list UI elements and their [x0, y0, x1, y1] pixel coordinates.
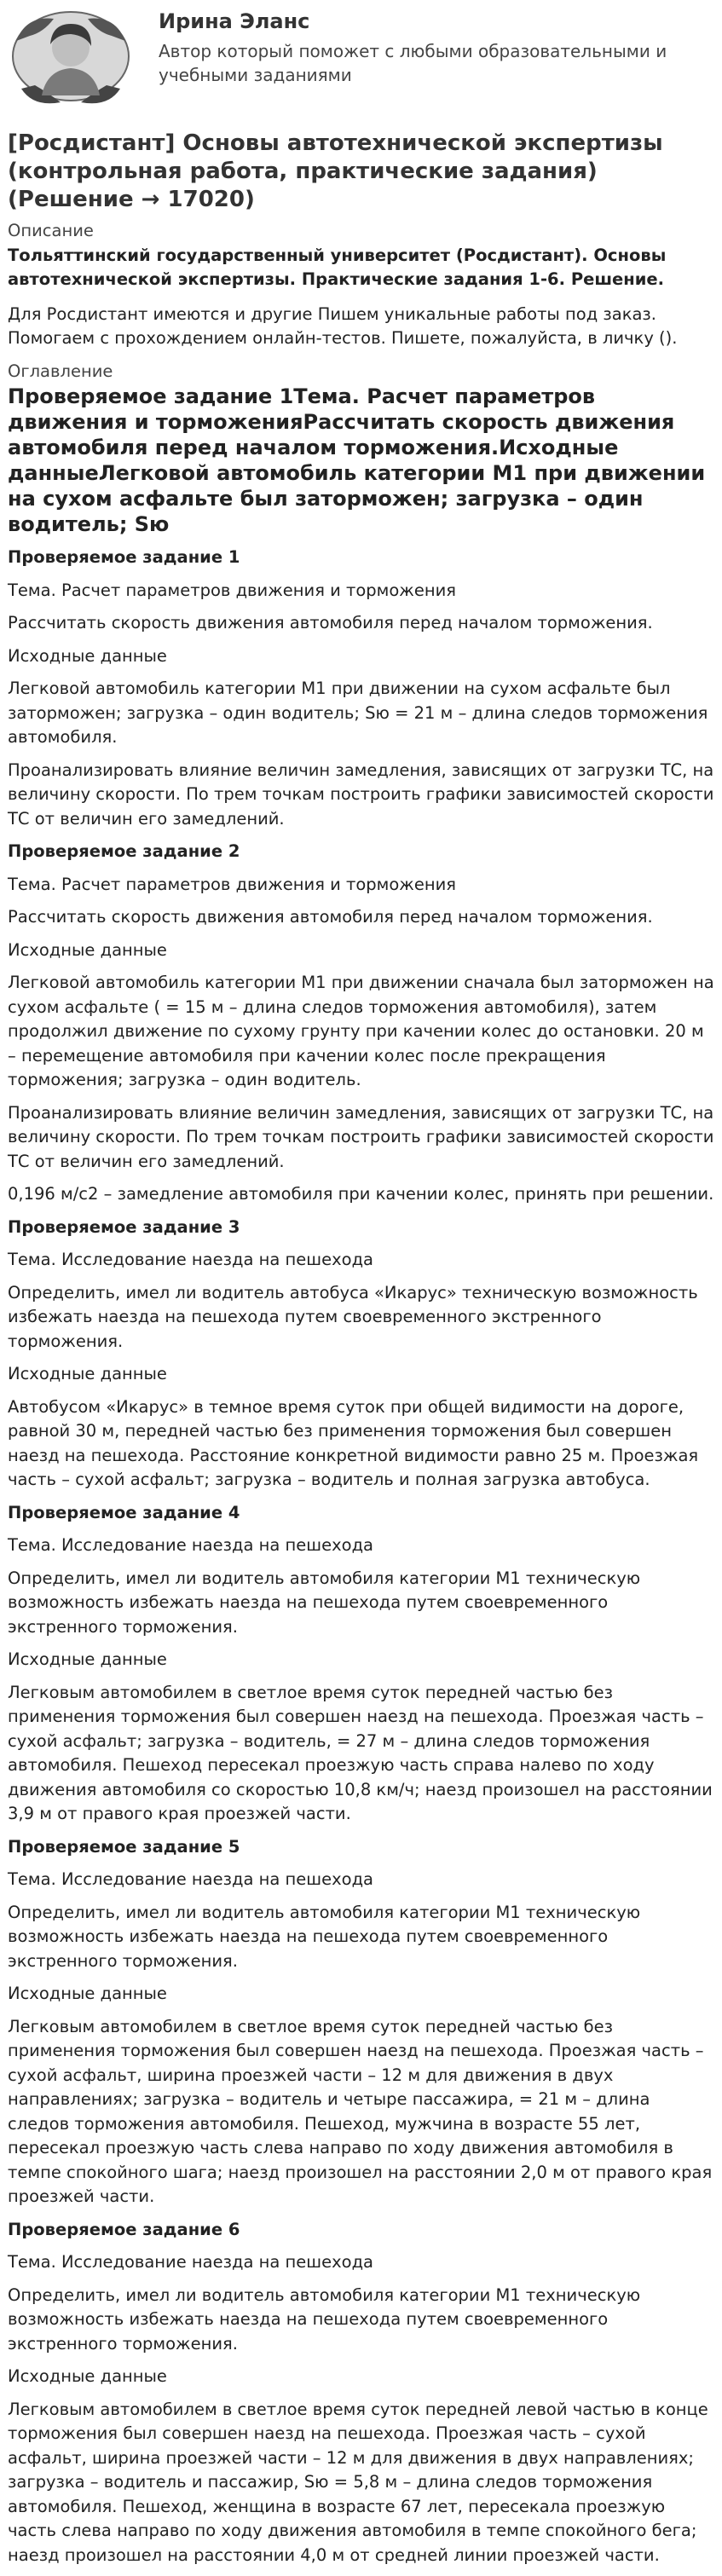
task-paragraph: Легковым автомобилем в светлое время суток передней частью без применения торможения был совершен наезд на пешехода. Проезжая часть – сухой асфальт, ширина проезжей части – 12 м для движения в двух направлениях; загрузка – водитель и четыре пассажира, = 21 м – длина следов торможения автомобиля. Пешеход, мужчина в возрасте 55 лет, пересекал проезжую часть слева направо по ходу движения автомобиля в темпе спокойного шага; наезд произошел на расстоянии 2,0 м от правого края проезжей части.	[8, 2016, 713, 2206]
task-2	[8, 840, 714, 1207]
description-label: Описание	[8, 221, 94, 240]
task-paragraph: Тема. Исследование наезда на пешехода	[8, 2252, 374, 2272]
task-paragraph: Тема. Исследование наезда на пешехода	[8, 1535, 374, 1555]
task-paragraph: Определить, имел ли водитель автомобиля категории M1 техническую возможность избежать наезда на пешехода путем своевременного экстренного торможения.	[8, 2284, 641, 2354]
task-paragraph: Исходные данные	[8, 645, 167, 666]
task-paragraph: Тема. Расчет параметров движения и торможения	[8, 580, 457, 600]
task-paragraph: Исходные данные	[8, 1364, 167, 1383]
task-paragraph: Рассчитать скорость движения автомобиля перед началом торможения.	[8, 907, 653, 927]
author-description: Автор который поможет с любыми образовательными и учебными заданиями	[159, 41, 667, 85]
author-header	[8, 0, 714, 128]
task-paragraph: Тема. Исследование наезда на пешехода	[8, 1869, 374, 1889]
document-title: [Росдистант] Основы автотехнической экспертизы (контрольная работа, практические задания) (Решение → 17020)	[8, 130, 663, 212]
task-heading: Проверяемое задание 6	[8, 2219, 240, 2239]
author-avatar[interactable]	[9, 7, 132, 111]
task-4	[8, 1501, 714, 1827]
task-3	[8, 1216, 714, 1493]
task-paragraph: Легковой автомобиль категории M1 при движении сначала был заторможен на сухом асфальте ( = 15 м – длина следов торможения автомобиля), затем продолжил движение по сухому грунту при качении колес до остановки. 20 м – перемещение автомобиля при качении колес после прекращения торможения; загрузка – один водитель.	[8, 973, 714, 1089]
toc-title: Проверяемое задание 1Тема. Расчет параметров движения и торможенияРассчитать скорость движения автомобиля перед началом торможения.Исходные данныеЛегковой автомобиль категории M1 при движении на сухом асфальте был заторможен; загрузка – один водитель; Sю	[8, 384, 706, 536]
task-heading: Проверяемое задание 2	[8, 841, 240, 861]
task-paragraph: Легковой автомобиль категории M1 при движении на сухом асфальте был заторможен; загрузка – один водитель; Sю = 21 м – длина следов торможения автомобиля.	[8, 679, 708, 747]
task-paragraph: Проанализировать влияние величин замедления, зависящих от загрузки ТС, на величину скорости. По трем точкам построить графики зависимостей скорости ТС от величин его замедлений.	[8, 1102, 714, 1171]
task-paragraph: Легковым автомобилем в светлое время суток передней частью без применения торможения был совершен наезд на пешехода. Проезжая часть – сухой асфальт; загрузка – водитель, = 27 м – длина следов торможения автомобиля. Пешеход пересекал проезжую часть справа налево по ходу движения автомобиля со скоростью 10,8 км/ч; наезд произошел на расстоянии 3,9 м от правого края проезжей части.	[8, 1682, 713, 1823]
task-6	[8, 2218, 714, 2568]
task-heading: Проверяемое задание 5	[8, 1836, 240, 1857]
task-paragraph: Рассчитать скорость движения автомобиля перед началом торможения.	[8, 613, 653, 632]
task-paragraph: Тема. Расчет параметров движения и торможения	[8, 874, 457, 894]
toc-label: Оглавление	[8, 361, 113, 381]
task-paragraph: Тема. Исследование наезда на пешехода	[8, 1250, 374, 1269]
task-paragraph: Определить, имел ли водитель автомобиля категории M1 техническую возможность избежать наезда на пешехода путем своевременного экстренного торможения.	[8, 1568, 641, 1637]
task-paragraph: Легковым автомобилем в светлое время суток передней левой частью в конце торможения был совершен наезд на пешехода. Проезжая часть – сухой асфальт, ширина проезжей части – 12 м для движения в двух направлениях; загрузка – водитель и пассажир, Sю = 5,8 м – длина следов торможения автомобиля. Пешеход, женщина в возрасте 67 лет, пересекала проезжую часть слева направо по ходу движения автомобиля в темпе спокойного бега; наезд произошел на расстоянии 4,0 м от средней линии проезжей части.	[8, 2399, 708, 2565]
description-text: Для Росдистант имеются и другие Пишем уникальные работы под заказ. Помогаем с прохождением онлайн-тестов. Пишете, пожалуйста, в личку ().	[8, 303, 678, 348]
task-paragraph: Исходные данные	[8, 939, 167, 960]
task-paragraph: Исходные данные	[8, 1984, 167, 2003]
task-heading: Проверяемое задание 4	[8, 1502, 240, 1522]
task-paragraph: Проанализировать влияние величин замедления, зависящих от загрузки ТС, на величину скорости. По трем точкам построить графики зависимостей скорости ТС от величин его замедлений.	[8, 760, 714, 829]
task-paragraph: Определить, имел ли водитель автобуса «Икарус» техническую возможность избежать наезда на пешехода путем своевременного экстренного торможения.	[8, 1282, 698, 1351]
task-paragraph: Исходные данные	[8, 2366, 167, 2386]
task-heading: Проверяемое задание 3	[8, 1216, 240, 1237]
task-paragraph: Автобусом «Икарус» в темное время суток при общей видимости на дороге, равной 30 м, передней частью без применения торможения был совершен наезд на пешехода. Расстояние конкретной видимости равно 25 м. Проезжая часть – сухой асфальт; загрузка – водитель и полная загрузка автобуса.	[8, 1396, 699, 1489]
task-heading: Проверяемое задание 1	[8, 547, 240, 567]
author-name[interactable]: Ирина Эланс	[159, 9, 310, 33]
task-paragraph: Исходные данные	[8, 1649, 167, 1669]
task-paragraph: Определить, имел ли водитель автомобиля категории M1 техническую возможность избежать наезда на пешехода путем своевременного экстренного торможения.	[8, 1902, 641, 1971]
task-5	[8, 1835, 714, 2209]
task-1	[8, 546, 714, 831]
description-bold: Тольяттинский государственный университет (Росдистант). Основы автотехнической экспертизы. Практические задания 1-6. Решение.	[8, 245, 667, 289]
task-paragraph: 0,196 м/с2 – замедление автомобиля при качении колес, принять при решении.	[8, 1184, 714, 1204]
